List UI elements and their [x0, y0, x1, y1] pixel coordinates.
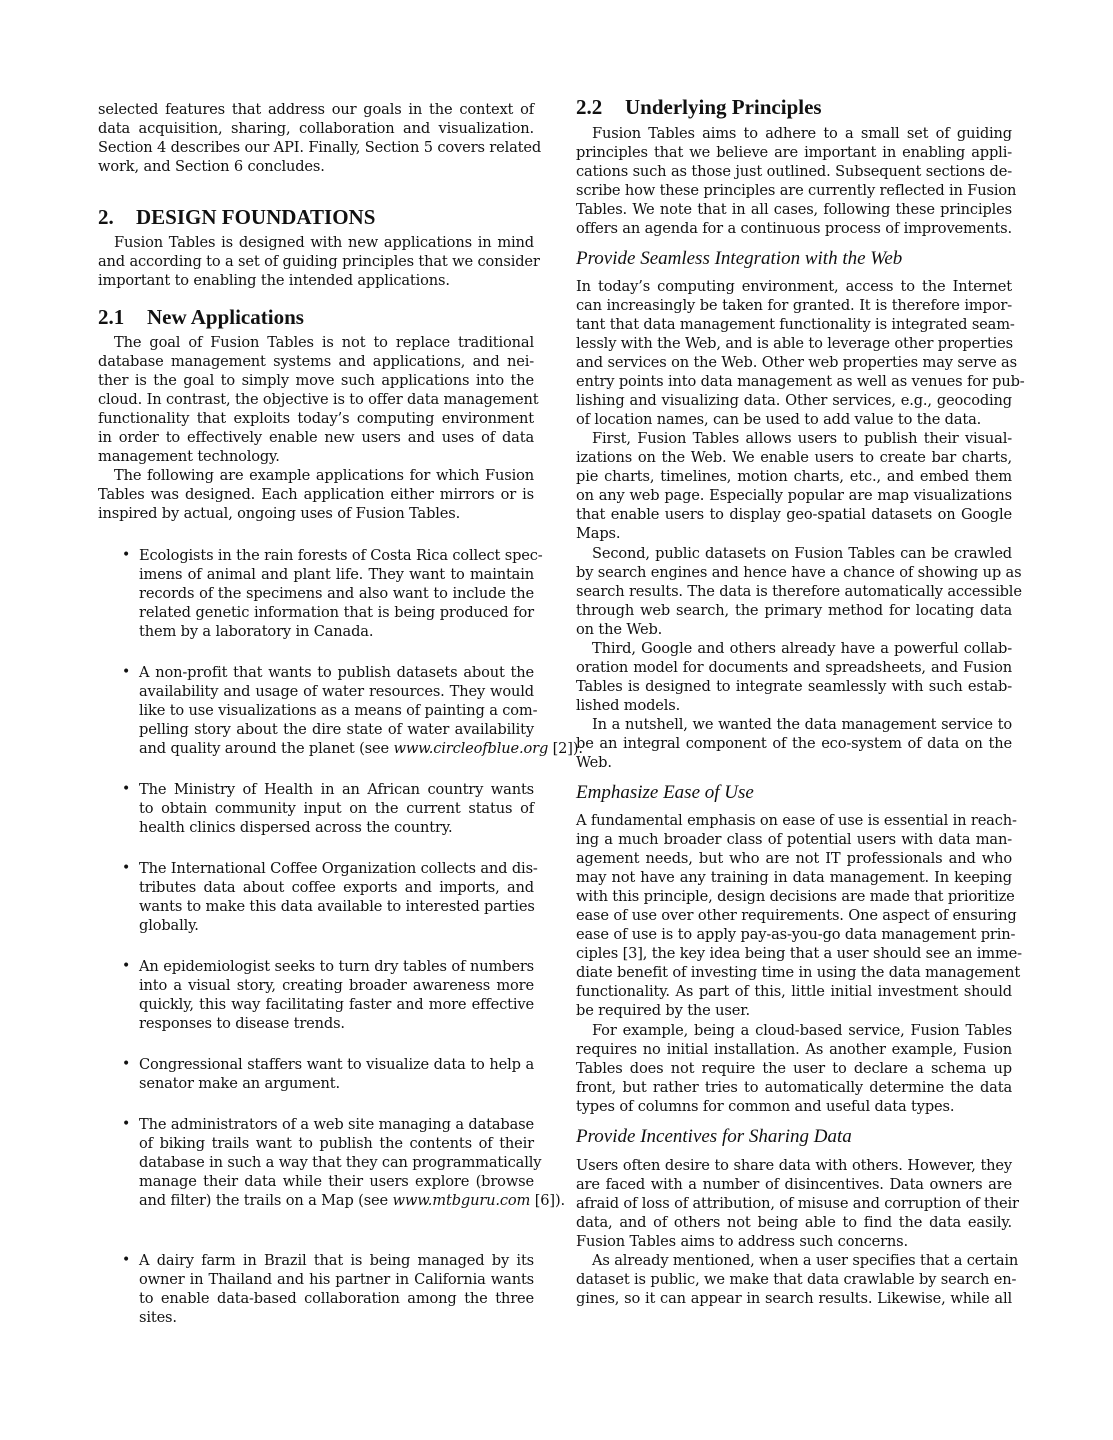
text-line: may not have any training in data management. In keeping [576, 869, 1012, 886]
text-line: lishing and visualizing data. Other services, e.g., geocoding [576, 392, 1012, 409]
text-line: Fusion Tables aims to adhere to a small set of guiding [592, 125, 1012, 142]
text-line: to enable data-based collaboration among the three [139, 1290, 534, 1307]
text-line: can increasingly be taken for granted. It is therefore impor- [576, 297, 1012, 314]
text-line: database in such a way that they can programmatically [139, 1154, 542, 1171]
text-line: scribe how these principles are currently reflected in Fusion [576, 182, 1017, 199]
text-line: Tables was designed. Each application either mirrors or is [98, 486, 534, 503]
subsection-heading [576, 95, 822, 120]
text-line: on any web page. Especially popular are map visualizations [576, 487, 1012, 504]
subsection-number: 2.2 [576, 95, 603, 119]
text-segment: and quality around the planet (see [139, 740, 394, 757]
text-line: For example, being a cloud-based service, Fusion Tables [592, 1022, 1012, 1039]
text-line: on the Web. [576, 621, 663, 638]
text-line: cations such as those just outlined. Subsequent sections de- [576, 163, 1012, 180]
text-line: Third, Google and others already have a powerful collab- [592, 640, 1012, 657]
text-line: oration model for documents and spreadsheets, and Fusion [576, 659, 1012, 676]
text-line: that enable users to display geo-spatial datasets on Google [576, 506, 1012, 523]
text-line: senator make an argument. [139, 1075, 340, 1092]
text-line: requires no initial installation. As another example, Fusion [576, 1041, 1012, 1058]
text-line: lished models. [576, 697, 681, 714]
text-line: As already mentioned, when a user specifies that a certain [592, 1252, 1019, 1269]
text-line: globally. [139, 917, 199, 934]
text-line: into a visual story, creating broader awareness more [139, 977, 534, 994]
url-link: www.circleofblue.org [393, 740, 549, 757]
text-line: The following are example applications for which Fusion [114, 467, 534, 484]
subsection-heading [98, 305, 304, 330]
text-line: Tables. We note that in all cases, following these principles [576, 201, 1012, 218]
text-line: The administrators of a web site managing a database [139, 1116, 534, 1133]
text-line: entry points into data management as well as venues for pub- [576, 373, 1025, 390]
text-line: A dairy farm in Brazil that is being managed by its [139, 1252, 534, 1269]
text-line: and according to a set of guiding principles that we consider [98, 253, 540, 270]
text-segment: and filter) the trails on a Map (see [139, 1192, 393, 1209]
text-line: Fusion Tables is designed with new applications in mind [114, 234, 534, 251]
text-line: sites. [139, 1309, 177, 1326]
text-line: agement needs, but who are not IT professionals and who [576, 850, 1012, 867]
text-line: afraid of loss of attribution, of misuse and corruption of their [576, 1195, 1019, 1212]
text-line: gines, so it can appear in search results. Likewise, while all [576, 1290, 1012, 1307]
text-line: ing a much broader class of potential users with data man- [576, 831, 1012, 848]
text-line: of biking trails want to publish the contents of their [139, 1135, 534, 1152]
text-line: them by a laboratory in Canada. [139, 623, 374, 640]
text-line: to obtain community input on the current status of [139, 800, 534, 817]
text-line: Ecologists in the rain forests of Costa Rica collect spec- [139, 547, 543, 564]
text-line: quickly, this way facilitating faster and more effective [139, 996, 534, 1013]
bullet-icon: • [122, 781, 131, 797]
text-line: data, and of others not being able to find the data easily. [576, 1214, 1012, 1231]
principle-heading: Emphasize Ease of Use [576, 782, 754, 803]
text-line: like to use visualizations as a means of painting a com- [139, 702, 538, 719]
subsection-title: Underlying Principles [625, 95, 822, 119]
text-line: lessly with the Web, and is able to leverage other properties [576, 335, 1013, 352]
bullet-icon: • [122, 1116, 131, 1132]
text-line: In today’s computing environment, access to the Internet [576, 278, 1012, 295]
text-line: cloud. In contrast, the objective is to offer data management [98, 391, 539, 408]
text-line: imens of animal and plant life. They want to maintain [139, 566, 534, 583]
citation: [6]). [530, 1192, 565, 1209]
bullet-icon: • [122, 860, 131, 876]
text-line: Second, public datasets on Fusion Tables can be crawled [592, 545, 1012, 562]
subsection-title: New Applications [147, 305, 304, 329]
text-line: be an integral component of the eco-system of data on the [576, 735, 1012, 752]
text-line: ease of use is to apply pay-as-you-go data management prin- [576, 926, 1016, 943]
text-line: important to enabling the intended applications. [98, 272, 450, 289]
bullet-icon: • [122, 664, 131, 680]
text-line: data acquisition, sharing, collaboration and visualization. [98, 120, 534, 137]
text-line: Fusion Tables aims to address such concerns. [576, 1233, 908, 1250]
text-line: in order to effectively enable new users and uses of data [98, 429, 534, 446]
text-line: pelling story about the dire state of water availability [139, 721, 534, 738]
text-line: A non-profit that wants to publish datasets about the [139, 664, 534, 681]
text-line: Maps. [576, 525, 621, 542]
section-title: DESIGN FOUNDATIONS [136, 205, 376, 229]
text-line [139, 739, 583, 758]
subsection-number: 2.1 [98, 305, 125, 329]
bullet-icon: • [122, 547, 131, 563]
bullet-icon: • [122, 1252, 131, 1268]
text-line: with this principle, design decisions are made that prioritize [576, 888, 1015, 905]
text-line: An epidemiologist seeks to turn dry tables of numbers [139, 958, 534, 975]
text-line: database management systems and applications, and nei- [98, 353, 534, 370]
text-line: responses to disease trends. [139, 1015, 345, 1032]
text-line: work, and Section 6 concludes. [98, 158, 325, 175]
text-line: functionality that exploits today’s computing environment [98, 410, 534, 427]
text-line: pie charts, timelines, motion charts, etc., and embed them [576, 468, 1012, 485]
text-line: availability and usage of water resources. They would [139, 683, 534, 700]
text-line: selected features that address our goals in the context of [98, 101, 534, 118]
text-line: records of the specimens and also want to include the [139, 585, 534, 602]
text-line: diate benefit of investing time in using the data management [576, 964, 1021, 981]
text-line: The Ministry of Health in an African country wants [139, 781, 534, 798]
text-line: A fundamental emphasis on ease of use is essential in reach- [576, 812, 1017, 829]
text-line: principles that we believe are important in enabling appli- [576, 144, 1012, 161]
section-heading [98, 205, 375, 230]
text-line: First, Fusion Tables allows users to publish their visual- [592, 430, 1012, 447]
text-line: In a nutshell, we wanted the data management service to [592, 716, 1012, 733]
url-link: www.mtbguru.com [392, 1192, 531, 1209]
text-line: dataset is public, we make that data crawlable by search en- [576, 1271, 1017, 1288]
text-line: ciples [3], the key idea being that a user should see an imme- [576, 945, 1022, 962]
text-line: Web. [576, 754, 612, 771]
principle-heading: Provide Incentives for Sharing Data [576, 1126, 852, 1147]
text-line: Tables is designed to integrate seamlessly with such estab- [576, 678, 1012, 695]
text-line: search results. The data is therefore automatically accessible [576, 583, 1022, 600]
text-line: through web search, the primary method for locating data [576, 602, 1012, 619]
text-line: wants to make this data available to interested parties [139, 898, 535, 915]
text-line: health clinics dispersed across the country. [139, 819, 453, 836]
text-line: types of columns for common and useful data types. [576, 1098, 955, 1115]
text-line: ther is the goal to simply move such applications into the [98, 372, 534, 389]
text-line: related genetic information that is being produced for [139, 604, 534, 621]
principle-heading: Provide Seamless Integration with the Web [576, 248, 903, 269]
bullet-icon: • [122, 958, 131, 974]
text-line: Tables does not require the user to declare a schema up [576, 1060, 1012, 1077]
text-line: front, but rather tries to automatically determine the data [576, 1079, 1012, 1096]
text-line: of location names, can be used to add value to the data. [576, 411, 982, 428]
text-line: inspired by actual, ongoing uses of Fusion Tables. [98, 505, 461, 522]
text-line: The International Coffee Organization collects and dis- [139, 860, 538, 877]
text-line: The goal of Fusion Tables is not to replace traditional [114, 334, 534, 351]
text-line: Section 4 describes our API. Finally, Section 5 covers related [98, 139, 542, 156]
text-line: management technology. [98, 448, 280, 465]
text-line: tant that data management functionality is integrated seam- [576, 316, 1015, 333]
text-line: and services on the Web. Other web properties may serve as [576, 354, 1017, 371]
text-line [139, 1191, 565, 1210]
text-line: izations on the Web. We enable users to create bar charts, [576, 449, 1012, 466]
text-line: by search engines and hence have a chance of showing up as [576, 564, 1022, 581]
section-number: 2. [98, 205, 114, 229]
text-line: Users often desire to share data with others. However, they [576, 1157, 1012, 1174]
text-line: tributes data about coffee exports and imports, and [139, 879, 534, 896]
text-line: Congressional staffers want to visualize data to help a [139, 1056, 534, 1073]
text-line: owner in Thailand and his partner in California wants [139, 1271, 534, 1288]
text-line: are faced with a number of disincentives. Data owners are [576, 1176, 1012, 1193]
text-line: offers an agenda for a continuous process of improvements. [576, 220, 1012, 237]
text-line: manage their data while their users explore (browse [139, 1173, 534, 1190]
text-line: ease of use over other requirements. One aspect of ensuring [576, 907, 1017, 924]
text-line: functionality. As part of this, little initial investment should [576, 983, 1012, 1000]
text-line: be required by the user. [576, 1002, 750, 1019]
bullet-icon: • [122, 1056, 131, 1072]
citation: [2]). [548, 740, 583, 757]
